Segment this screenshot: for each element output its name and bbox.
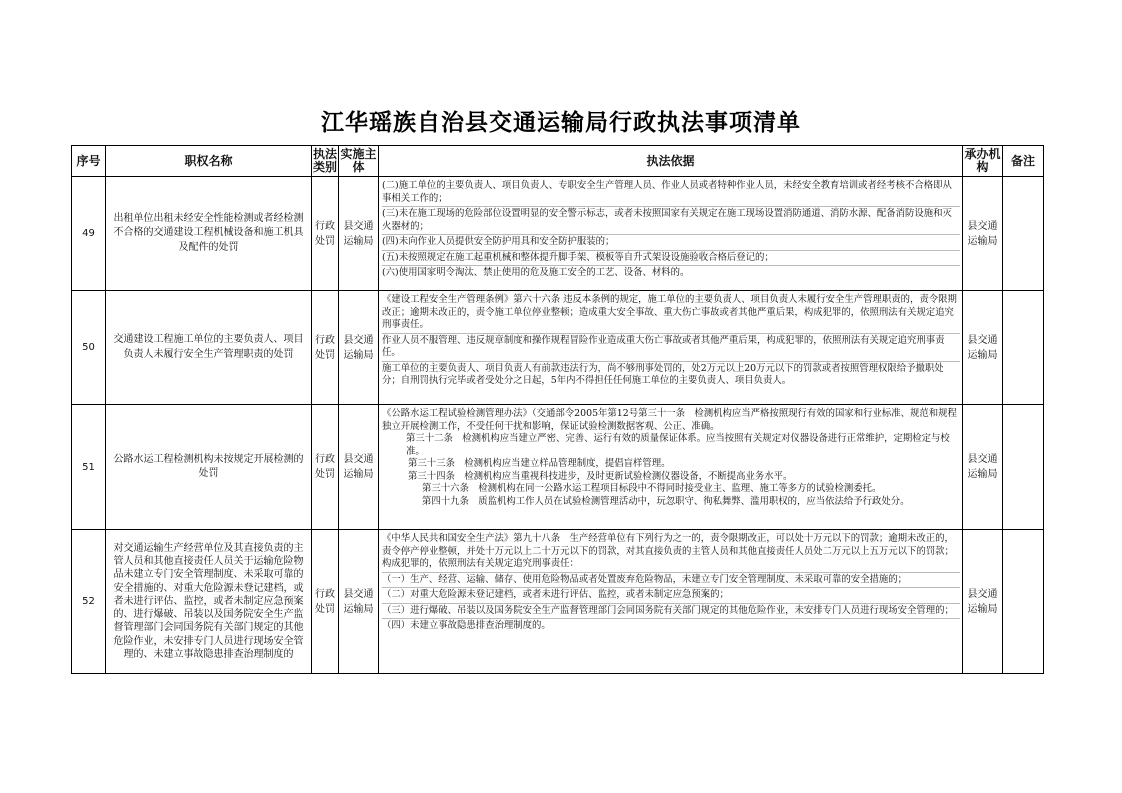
page-title: 江华瑶族自治县交通运输局行政执法事项清单 <box>321 109 801 136</box>
row-remarks <box>1003 291 1044 405</box>
row-category: 行政处罚 <box>315 334 335 361</box>
enforcement-table <box>71 145 1044 674</box>
table-row <box>72 177 1044 291</box>
basis-line: 《公路水运工程试验检测管理办法》（交通部令2005年第12号第三十一条 检测机构应当严格按照现行有效的国家和行业标准、规范和规程独立开展检测工作，不受任何干扰和影响，保证试验检测数据客观、公正、准确。 <box>382 408 957 432</box>
basis-line: (六)使用国家明令淘汰、禁止使用的危及施工安全的工艺、设备、材料的。 <box>382 265 960 280</box>
row-category: 行政处罚 <box>315 220 335 247</box>
header-organ: 承办机构 <box>963 146 1003 177</box>
header-name: 职权名称 <box>106 146 312 177</box>
row-seq: 49 <box>72 177 106 291</box>
row-remarks <box>1003 530 1044 674</box>
basis-line: 第三十四条 检测机构应当重视科技进步，及时更新试验检测仪器设备，不断提高业务水平。 <box>408 470 793 482</box>
header-subject: 实施主体 <box>339 146 379 177</box>
table-row <box>72 291 1044 405</box>
row-name: 对交通运输生产经营单位及其直接负责的主管人员和其他直接责任人员关于运输危险物品未建立专门安全管理制度、未采取可靠的安全措施的、对重大危险源未登记建档，或者未进行评估、监控，或者未制定应急预案的、进行爆破、吊装以及国务院安全生产监督管理部门会同国务院有关部门规定的其他危险作业，未安排专门人员进行现场安全管理的、未建立事故隐患排查治理制度的 <box>113 543 304 660</box>
basis-line: 第三十三条 检测机构应当建立样品管理制度，提倡盲样管理。 <box>408 458 671 469</box>
table-row <box>72 530 1044 674</box>
row-basis <box>379 530 963 674</box>
row-organ: 县交通运输局 <box>967 588 998 615</box>
row-subject: 县交通运输局 <box>343 334 374 361</box>
row-seq: 51 <box>72 405 106 530</box>
basis-line: 作业人员不服管理、违反规章制度和操作规程冒险作业造成重大伤亡事故或者其他严重后果，构成犯罪的，依照刑法有关规定追究刑事责任。 <box>382 333 960 360</box>
row-subject: 县交通运输局 <box>343 588 374 615</box>
basis-line: 《建设工程安全生产管理条例》第六十六条 违反本条例的规定，施工单位的主要负责人、项目负责人未履行安全生产管理职责的，责令限期改正；逾期未改正的，责令施工单位停业整顿；造成重大安全事故、重大伤亡事故或者其他严重后果，构成犯罪的，依照刑法有关规定追究刑事责任。 <box>382 294 957 330</box>
basis-line: (三)未在施工现场的危险部位设置明显的安全警示标志，或者未按照国家有关规定在施工现场设置消防通道、消防水源、配备消防设施和灭火器材的； <box>382 206 960 233</box>
row-category: 行政处罚 <box>315 588 335 615</box>
table-row <box>72 405 1044 530</box>
row-subject: 县交通运输局 <box>343 454 374 480</box>
basis-line: 第三十六条 检测机构在同一公路水运工程项目标段中不得同时接受业主、监理、施工等多方的试验检测委托。 <box>422 483 882 494</box>
basis-line: (五)未按照规定在施工起重机械和整体提升脚手架、模板等自升式架设设施验收合格后登记的； <box>382 250 960 265</box>
row-basis <box>379 177 963 291</box>
basis-line: (二)施工单位的主要负责人、项目负责人、专职安全生产管理人员、作业人员或者特种作业人员，未经安全教育培训或者经考核不合格即从事相关工作的； <box>382 180 952 204</box>
basis-line: 第四十九条 质监机构工作人员在试验检测管理活动中，玩忽职守、徇私舞弊、滥用职权的，应当依法给予行政处分。 <box>422 495 910 507</box>
row-basis <box>379 405 963 530</box>
row-seq: 52 <box>72 530 106 674</box>
basis-line: 《中华人民共和国安全生产法》第九十八条 生产经营单位有下列行为之一的，责令限期改正，可以处十万元以下的罚款；逾期未改正的，责令停产停业整顿，并处十万元以上二十万元以下的罚款，对其直接负责的主管人员和其他直接责任人员处二万元以上五万元以下的罚款；构成犯罪的，依照刑法有关规定追究刑事责任： <box>382 533 954 569</box>
row-remarks <box>1003 177 1044 291</box>
row-organ: 县交通运输局 <box>967 454 998 480</box>
row-name: 交通建设工程施工单位的主要负责人、项目负责人未履行安全生产管理职责的处罚 <box>113 334 304 360</box>
header-row <box>72 146 1044 177</box>
basis-line: 第三十二条 检测机构应当建立严密、完善、运行有效的质量保证体系。应当按照有关规定对仪器设备进行正常维护，定期检定与校准。 <box>406 433 950 457</box>
row-name: 出租单位出租未经安全性能检测或者经检测不合格的交通建设工程机械设备和施工机具及配件的处罚 <box>113 212 304 253</box>
row-name: 公路水运工程检测机构未按规定开展检测的处罚 <box>113 453 304 479</box>
row-remarks <box>1003 405 1044 530</box>
basis-line: （一）生产、经营、运输、储存、使用危险物品或者处置废弃危险物品，未建立专门安全管理制度、未采取可靠的安全措施的； <box>382 572 960 587</box>
basis-line: （四）未建立事故隐患排查治理制度的。 <box>382 618 960 633</box>
row-category: 行政处罚 <box>315 454 335 480</box>
header-category: 执法类别 <box>312 146 339 177</box>
row-seq: 50 <box>72 291 106 405</box>
row-organ: 县交通运输局 <box>967 220 998 247</box>
header-basis: 执法依据 <box>379 146 963 177</box>
row-organ: 县交通运输局 <box>967 334 998 361</box>
row-subject: 县交通运输局 <box>343 220 374 247</box>
basis-line: （三）进行爆破、吊装以及国务院安全生产监督管理部门会同国务院有关部门规定的其他危险作业，未安排专门人员进行现场安全管理的； <box>382 603 960 618</box>
row-basis <box>379 291 963 405</box>
basis-line: 施工单位的主要负责人、项目负责人有前款违法行为，尚不够刑事处罚的，处2万元以上20万元以下的罚款或者按照管理权限给予撤职处分；自刑罚执行完毕或者受处分之日起，5年内不得担任任何施工单位的主要负责人、项目负责人。 <box>382 361 960 388</box>
basis-line: （二）对重大危险源未登记建档，或者未进行评估、监控，或者未制定应急预案的； <box>382 587 960 602</box>
basis-line: (四)未向作业人员提供安全防护用具和安全防护服装的； <box>382 234 960 249</box>
header-remarks: 备注 <box>1003 146 1044 177</box>
header-seq: 序号 <box>72 146 106 177</box>
